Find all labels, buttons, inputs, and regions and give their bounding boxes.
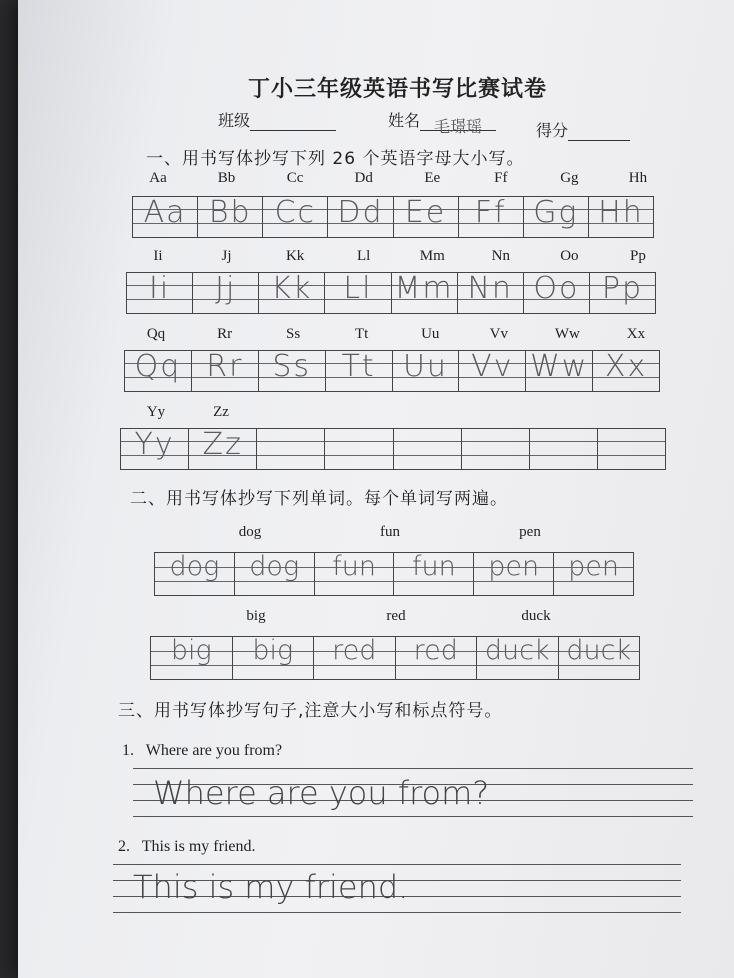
writing-cell[interactable]: [324, 429, 392, 469]
writing-cell[interactable]: [597, 429, 666, 469]
writing-cell[interactable]: Uu: [392, 351, 459, 391]
class-blank[interactable]: [250, 114, 336, 131]
letter-label: Jj: [221, 248, 232, 264]
writing-cell[interactable]: red: [313, 637, 395, 679]
writing-cell[interactable]: Ll: [324, 273, 390, 313]
writing-cell[interactable]: big: [150, 637, 232, 679]
writing-cell[interactable]: fun: [393, 553, 473, 595]
section3-heading: 三、用书写体抄写句子,注意大小写和标点符号。: [118, 701, 503, 721]
writing-cell[interactable]: Rr: [191, 351, 258, 391]
letter-label: Zz: [213, 404, 229, 420]
letter-label: Nn: [491, 248, 510, 264]
writing-cell[interactable]: Zz: [188, 429, 256, 469]
letter-labels-row2: [138, 248, 658, 265]
sentence-2: [118, 838, 255, 856]
word-label: red: [386, 608, 406, 624]
letter-label: Aa: [149, 170, 167, 186]
handwritten-sentence: This is my friend.: [133, 868, 409, 906]
writing-cell[interactable]: Dd: [327, 197, 392, 237]
writing-cell[interactable]: Oo: [523, 273, 589, 313]
writing-cell[interactable]: Qq: [124, 351, 191, 391]
letter-label: Qq: [146, 326, 166, 342]
word-label: dog: [238, 524, 262, 540]
writing-grid-row2: [126, 272, 656, 314]
letter-label: Ss: [286, 326, 301, 342]
writing-cell[interactable]: Ss: [258, 351, 325, 391]
writing-cell[interactable]: Vv: [458, 351, 525, 391]
word-labels-row2: [226, 608, 566, 625]
writing-cell[interactable]: Ff: [458, 197, 523, 237]
writing-cell[interactable]: Ii: [126, 273, 192, 313]
writing-cell[interactable]: dog: [154, 553, 234, 595]
letter-label: Ee: [424, 170, 441, 186]
word-label: fun: [380, 524, 400, 540]
exam-sheet: [18, 0, 734, 978]
letter-label: Ll: [357, 248, 371, 264]
writing-cell[interactable]: pen: [553, 553, 634, 595]
writing-cell[interactable]: Kk: [258, 273, 324, 313]
writing-cell[interactable]: pen: [473, 553, 553, 595]
writing-cell[interactable]: [256, 429, 324, 469]
writing-cell[interactable]: dog: [234, 553, 314, 595]
writing-cell[interactable]: Jj: [192, 273, 258, 313]
letter-label: Mm: [419, 248, 445, 264]
letter-label: Hh: [628, 170, 648, 186]
letter-label: Ww: [554, 326, 580, 342]
name-label: 姓名: [388, 111, 421, 130]
writing-cell[interactable]: Mm: [391, 273, 457, 313]
writing-grid-row1: [132, 196, 654, 238]
section1-heading: 一、用书写体抄写下列 26 个英语字母大小写。: [146, 149, 525, 169]
word-labels-row1: [220, 524, 560, 541]
writing-cell[interactable]: big: [232, 637, 314, 679]
writing-cell[interactable]: duck: [558, 637, 641, 679]
writing-grid-row3: [124, 350, 660, 392]
score-blank[interactable]: [568, 124, 630, 141]
letter-label: Tt: [355, 326, 369, 342]
writing-cell[interactable]: Ee: [393, 197, 458, 237]
word-grid-row1: [154, 552, 634, 596]
sentence-lines-1[interactable]: [133, 768, 693, 820]
writing-cell[interactable]: red: [395, 637, 477, 679]
sentence-number: 2.: [118, 838, 130, 855]
letter-label: Uu: [421, 326, 440, 342]
writing-cell[interactable]: fun: [314, 553, 394, 595]
letter-label: Gg: [560, 170, 579, 186]
letter-label: Xx: [626, 326, 646, 342]
writing-cell[interactable]: Ww: [525, 351, 592, 391]
sentence-text: Where are you from?: [145, 742, 283, 759]
writing-cell[interactable]: Aa: [132, 197, 197, 237]
score-field: [536, 118, 630, 141]
writing-cell[interactable]: duck: [476, 637, 558, 679]
class-field: [218, 108, 336, 131]
writing-cell[interactable]: Bb: [197, 197, 262, 237]
sentence-lines-2[interactable]: [113, 864, 681, 916]
writing-cell[interactable]: [461, 429, 529, 469]
name-value[interactable]: 毛璟瑶: [420, 114, 496, 131]
writing-cell[interactable]: Xx: [592, 351, 660, 391]
sentence-number: 1.: [122, 742, 134, 759]
sentence-text: This is my friend.: [141, 838, 256, 855]
letter-label: Dd: [354, 170, 373, 186]
writing-cell[interactable]: Cc: [262, 197, 327, 237]
letter-label: Rr: [217, 326, 233, 342]
word-label: big: [246, 608, 266, 624]
sentence-1: [122, 742, 282, 760]
letter-label: Bb: [217, 170, 236, 186]
letter-label: Ii: [153, 248, 163, 264]
section2-heading: 二、用书写体抄写下列单词。每个单词写两遍。: [130, 489, 508, 509]
letter-label: Kk: [285, 248, 305, 264]
letter-labels-row3: [136, 326, 656, 343]
handwritten-sentence: Where are you from?: [153, 774, 490, 812]
letter-label: Oo: [560, 248, 579, 264]
writing-cell[interactable]: Yy: [120, 429, 188, 469]
letter-label: Vv: [489, 326, 508, 342]
writing-cell[interactable]: Pp: [589, 273, 656, 313]
letter-labels-row1: [138, 170, 658, 187]
writing-cell[interactable]: Nn: [457, 273, 523, 313]
writing-cell[interactable]: Gg: [523, 197, 588, 237]
writing-cell[interactable]: Tt: [325, 351, 392, 391]
score-label: 得分: [536, 121, 569, 140]
writing-cell[interactable]: [529, 429, 597, 469]
word-label: pen: [519, 524, 541, 540]
letter-label: Cc: [286, 170, 304, 186]
letter-labels-row4: [136, 404, 276, 421]
name-field: [388, 108, 496, 136]
exam-title: 丁小三年级英语书写比赛试卷: [248, 77, 548, 102]
letter-label: Ff: [494, 170, 508, 186]
writing-cell[interactable]: [393, 429, 461, 469]
letter-label: Yy: [146, 404, 166, 420]
word-label: duck: [521, 608, 551, 624]
letter-label: Pp: [630, 248, 646, 264]
writing-grid-row4: [120, 428, 666, 470]
writing-cell[interactable]: Hh: [588, 197, 654, 237]
word-grid-row2: [150, 636, 640, 680]
class-label: 班级: [218, 111, 251, 130]
